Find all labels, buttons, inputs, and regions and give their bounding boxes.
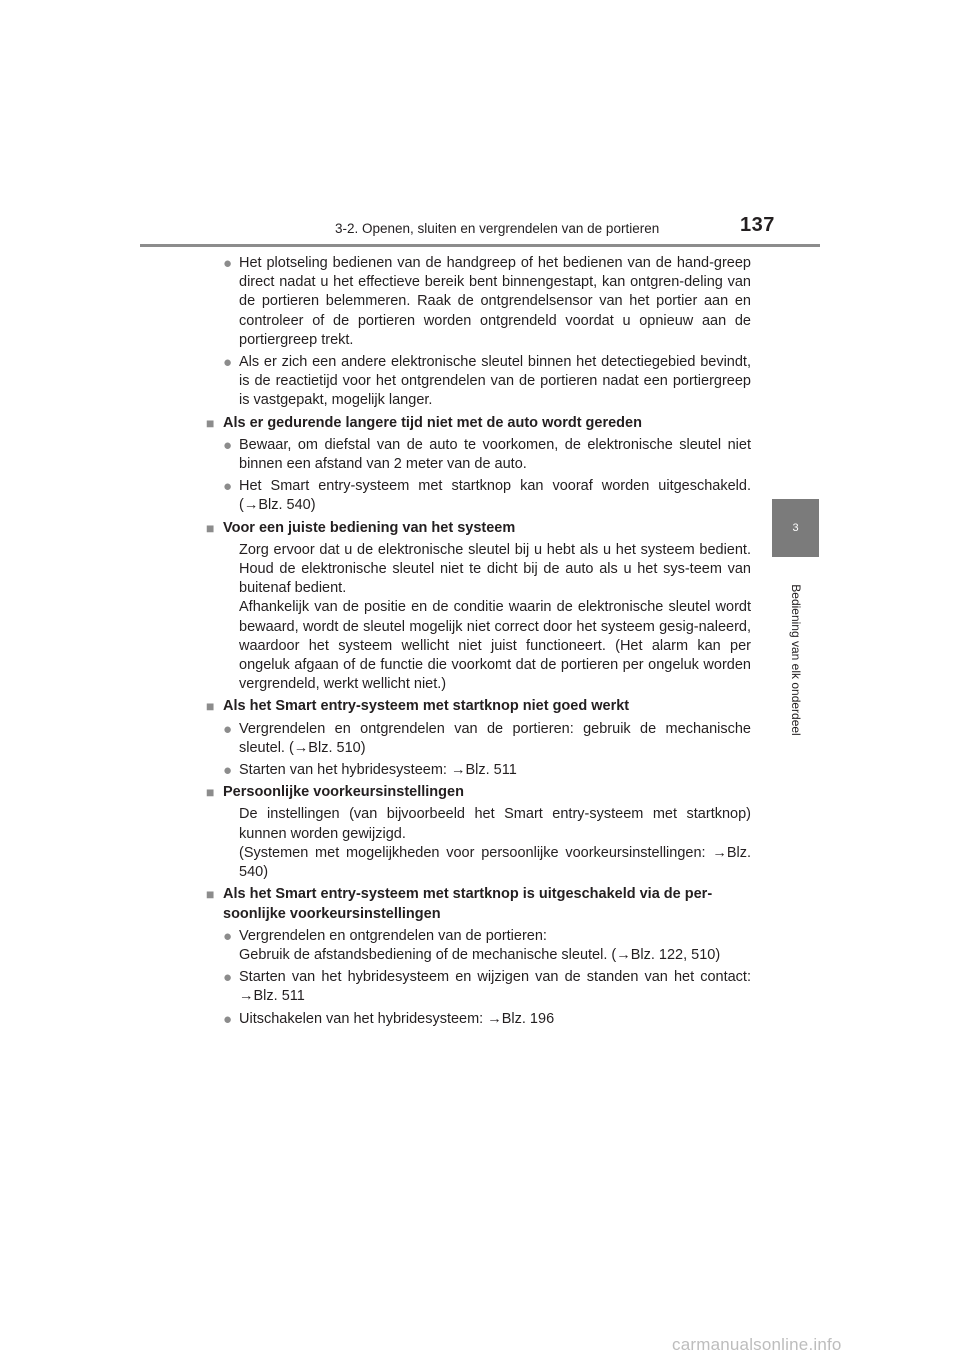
section-heading xyxy=(206,414,751,433)
header-rule xyxy=(140,244,820,247)
list-item-text: Starten van het hybridesysteem en wijzigen van de standen van het contact: →Blz. 511 xyxy=(239,969,751,1005)
list-item xyxy=(206,353,751,411)
section-heading-text: Als het Smart entry-systeem met startknop niet goed werkt xyxy=(223,698,630,715)
list-item xyxy=(206,720,751,758)
list-item-text: Vergrendelen en ontgrendelen van de portieren: xyxy=(239,927,547,944)
paragraph: (Systemen met mogelijkheden voor persoonlijke voorkeursinstellingen: →Blz. 540) xyxy=(239,844,751,881)
list-item-text: Starten van het hybridesysteem: →Blz. 511 xyxy=(239,762,517,779)
paragraph: De instellingen (van bijvoorbeeld het Smart entry-systeem met startknop) kunnen worden gewijzigd. xyxy=(239,806,751,842)
chapter-label: Bediening van elk onderdeel xyxy=(789,584,803,736)
list-item xyxy=(206,927,751,965)
list-item xyxy=(206,477,751,515)
list-item-text: Als er zich een andere elektronische sleutel binnen het detectiegebied bevindt, is de reactietijd voor het ontgrendelen van de portieren nadat een portiergreep is vastgepakt, mogelijk langer. xyxy=(239,354,751,409)
chapter-tab: 3 xyxy=(772,499,819,557)
list-item xyxy=(206,254,751,350)
section-title: 3-2. Openen, sluiten en vergrendelen van de portieren xyxy=(335,221,660,236)
list-item-text: Gebruik de afstandsbediening of de mechanische sleutel. (→Blz. 122, 510) xyxy=(239,946,721,963)
bullet-icon: ● xyxy=(223,436,233,454)
list-item-text: Het Smart entry-systeem met startknop kan vooraf worden uitgeschakeld. (→Blz. 540) xyxy=(239,478,751,514)
list-item xyxy=(206,968,751,1006)
section-heading-text: Als het Smart entry-systeem met startknop is uitgeschakeld via de per-soonlijke voorkeursinstellingen xyxy=(223,886,713,922)
bullet-icon: ● xyxy=(223,762,233,780)
square-marker-icon: ■ xyxy=(206,414,215,431)
bullet-icon: ● xyxy=(223,354,233,372)
square-marker-icon: ■ xyxy=(206,784,215,801)
page-number: 137 xyxy=(740,214,775,236)
square-marker-icon: ■ xyxy=(206,519,215,536)
section-heading xyxy=(206,885,751,923)
section-heading-text: Persoonlijke voorkeursinstellingen xyxy=(223,784,464,801)
section-heading xyxy=(206,519,751,538)
watermark: carmanualsonline.info xyxy=(672,1335,842,1354)
section-heading-text: Voor een juiste bediening van het systeem xyxy=(223,519,516,536)
bullet-icon: ● xyxy=(223,255,233,272)
bullet-icon: ● xyxy=(223,969,233,987)
list-item-text: Uitschakelen van het hybridesysteem: →Blz. 196 xyxy=(239,1010,555,1027)
paragraph: Afhankelijk van de positie en de conditie waarin de elektronische sleutel wordt bewaard, wordt de sleutel mogelijk niet correct door het systeem gesig-naleerd, waardoor het systeem wellicht niet juist functioneert. (Het alarm kan per ongeluk afgaan of de functie die voorkomt dat de portieren per ongeluk worden vergrendeld, werkt wellicht niet.) xyxy=(239,599,751,693)
square-marker-icon: ■ xyxy=(206,698,215,715)
bullet-icon: ● xyxy=(223,927,233,945)
section-heading xyxy=(206,697,751,716)
bullet-icon: ● xyxy=(223,478,233,496)
page-content xyxy=(206,254,751,1032)
list-item-text: Vergrendelen en ontgrendelen van de portieren: gebruik de mechanische sleutel. (→Blz. 510) xyxy=(239,720,751,756)
bullet-icon: ● xyxy=(223,1010,233,1028)
square-marker-icon: ■ xyxy=(206,886,215,903)
list-item xyxy=(206,1010,751,1029)
bullet-icon: ● xyxy=(223,720,233,738)
list-item xyxy=(206,761,751,780)
list-item-text: Het plotseling bedienen van de handgreep of het bedienen van de hand-greep direct nadat u het effectieve bereik bent binnengestapt, kan ontgren-deling van de portieren belemmeren. Raak de ontgrendelsensor van het portier aan en controleer of de portieren worden ontgrendeld voordat u opnieuw aan de portiergreep trekt. xyxy=(239,255,751,348)
list-item xyxy=(206,436,751,474)
section-heading-text: Als er gedurende langere tijd niet met de auto wordt gereden xyxy=(223,414,642,431)
section-heading xyxy=(206,783,751,802)
list-item-text: Bewaar, om diefstal van de auto te voorkomen, de elektronische sleutel niet binnen een afstand van 2 meter van de auto. xyxy=(239,436,751,473)
paragraph: Zorg ervoor dat u de elektronische sleutel bij u hebt als u het systeem bedient. Houd de elektronische sleutel niet te dicht bij de auto als u het sys-teem van buitenaf bedient. xyxy=(239,541,751,597)
